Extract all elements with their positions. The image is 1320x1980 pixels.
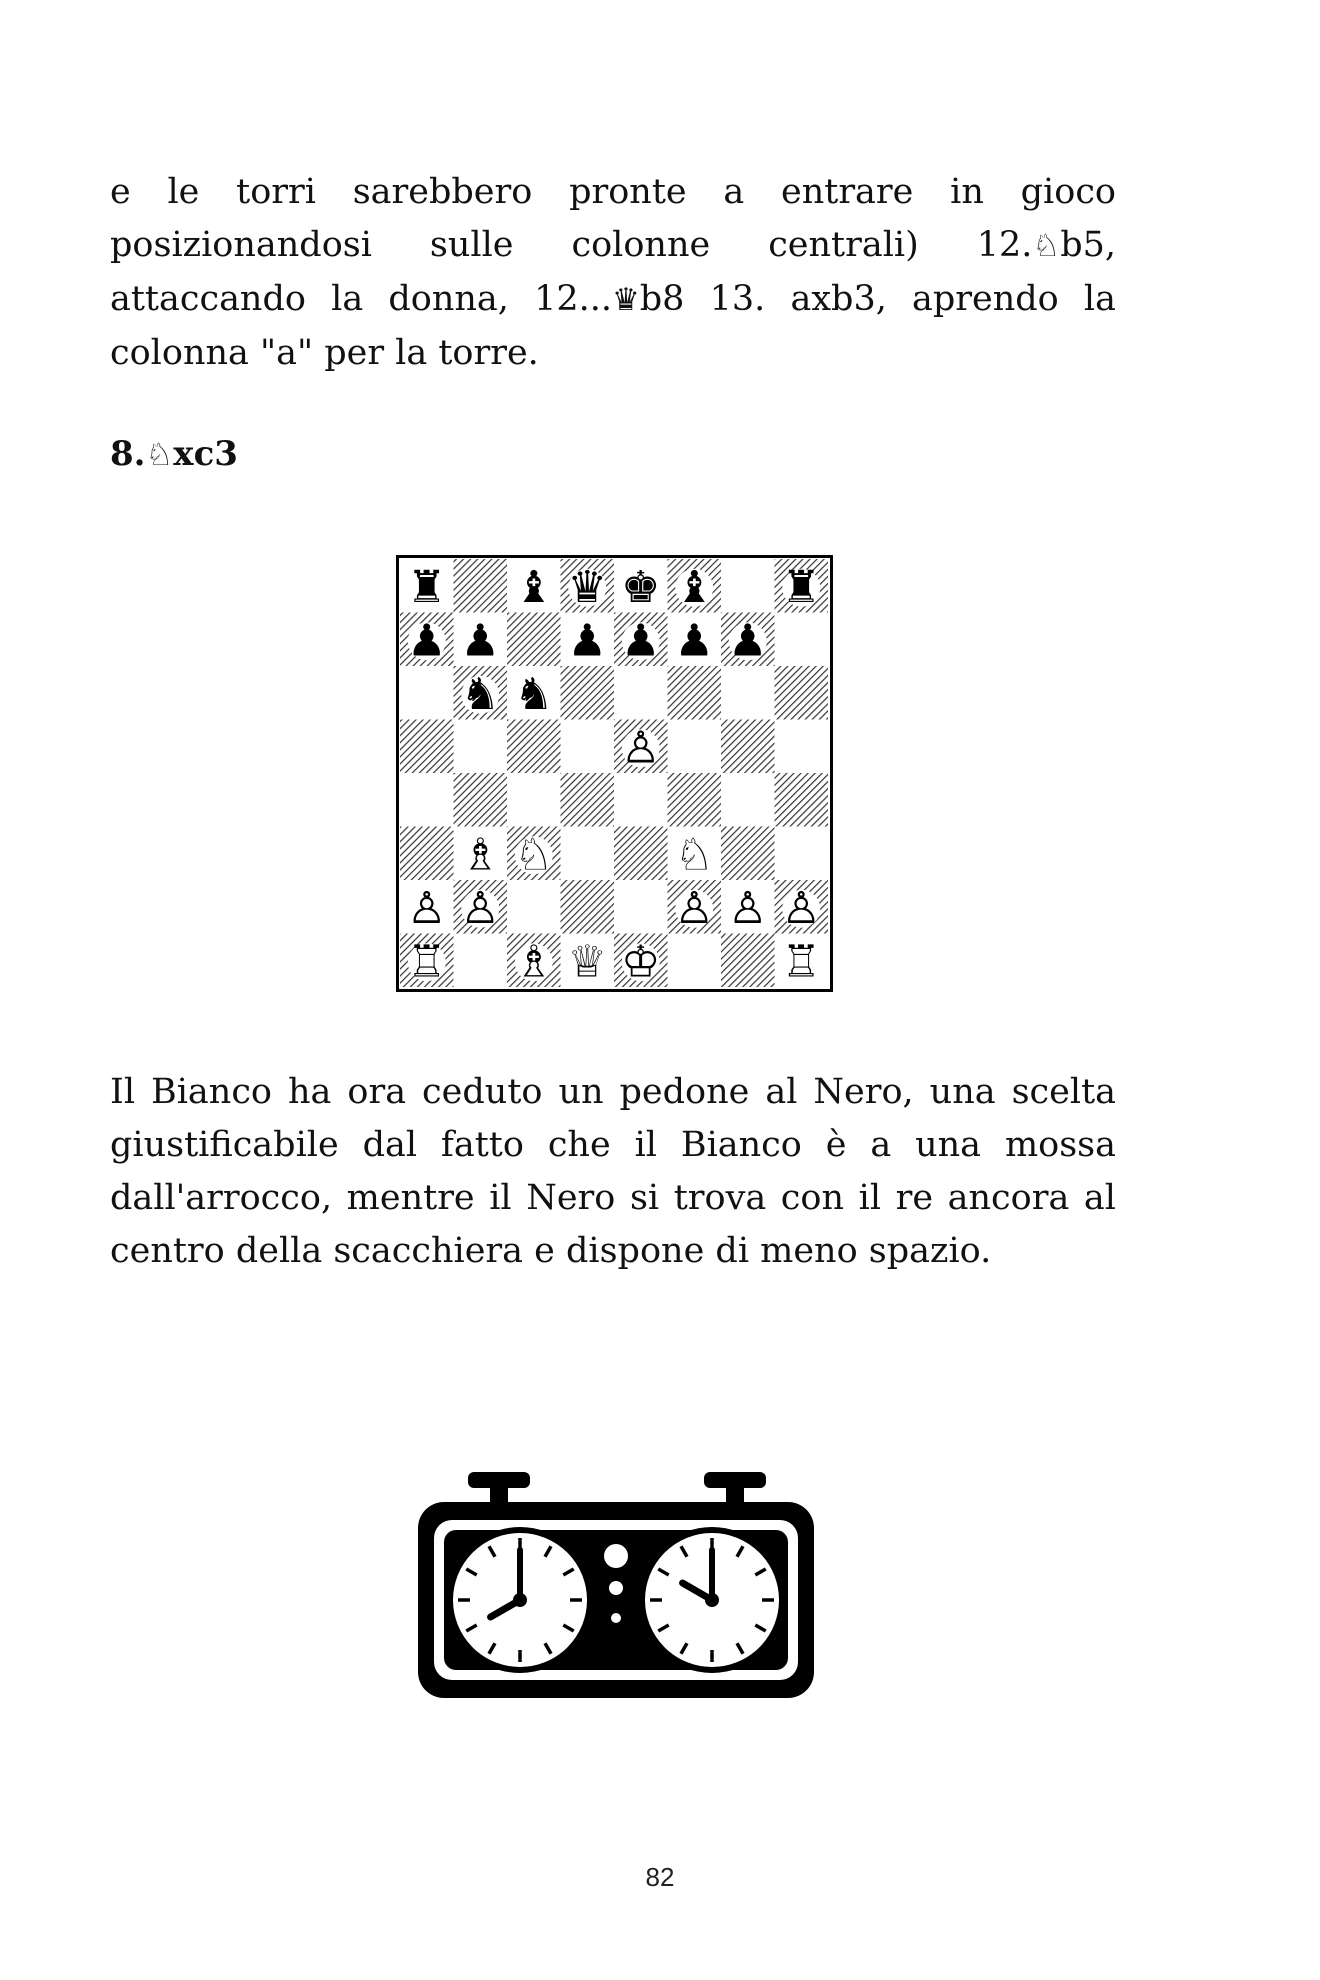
light-square (614, 666, 668, 720)
white-pawn-icon: ♙ (728, 882, 768, 934)
clock-hub (513, 1593, 527, 1607)
dark-square (561, 773, 615, 827)
black-pawn-icon: ♟ (674, 615, 714, 667)
clock-light-mid (609, 1581, 623, 1595)
queen-icon: ♛ (611, 282, 640, 318)
chess-board (396, 555, 833, 992)
light-square (775, 720, 829, 774)
white-pawn-icon: ♙ (674, 882, 714, 934)
black-king-icon: ♚ (621, 561, 661, 613)
light-square (454, 720, 508, 774)
dark-square (614, 827, 668, 881)
page-number: 82 (645, 1862, 675, 1892)
clock-button-right (704, 1472, 766, 1488)
light-square (400, 773, 454, 827)
black-bishop-icon: ♝ (674, 561, 714, 613)
dark-square (775, 666, 829, 720)
dark-square (400, 827, 454, 881)
light-square (400, 666, 454, 720)
clock-button-left (468, 1472, 530, 1488)
white-knight-icon: ♘ (514, 829, 554, 881)
white-knight-icon: ♘ (674, 829, 714, 881)
black-pawn-icon: ♟ (407, 615, 447, 667)
dark-square (775, 773, 829, 827)
dark-square (721, 720, 775, 774)
clock-dial-left (450, 1530, 590, 1670)
white-king-icon: ♔ (621, 936, 661, 988)
move-number: 8. (110, 434, 146, 474)
light-square (668, 934, 722, 988)
light-square (775, 827, 829, 881)
light-square (507, 880, 561, 934)
move-notation: xc3 (173, 434, 238, 474)
white-pawn-icon: ♙ (621, 722, 661, 774)
clock-hub (705, 1593, 719, 1607)
white-rook-icon: ♖ (781, 936, 821, 988)
light-square (721, 666, 775, 720)
knight-icon: ♘ (1032, 228, 1061, 264)
chess-clock-drawing (416, 1470, 816, 1700)
dark-square (721, 827, 775, 881)
black-bishop-icon: ♝ (514, 561, 554, 613)
black-pawn-icon: ♟ (728, 615, 768, 667)
paragraph1-part1: e le torri sarebbero pronte a entrare in gioco posizionandosi sulle colonne centrali) 12. (110, 172, 1116, 265)
white-rook-icon: ♖ (407, 936, 447, 988)
clock-button-stem-left (490, 1486, 508, 1504)
black-pawn-icon: ♟ (621, 615, 661, 667)
dark-square (668, 773, 722, 827)
dark-square (507, 613, 561, 667)
white-pawn-icon: ♙ (407, 882, 447, 934)
white-pawn-icon: ♙ (781, 882, 821, 934)
dark-square (668, 666, 722, 720)
white-queen-icon: ♕ (567, 936, 607, 988)
black-queen-icon: ♛ (567, 561, 607, 613)
dark-square (507, 720, 561, 774)
paragraph1-part2: b5, attaccando la donna, 12... (110, 225, 1116, 319)
black-pawn-icon: ♟ (567, 615, 607, 667)
chess-clock-icon (416, 1470, 816, 1704)
black-rook-icon: ♜ (407, 561, 447, 613)
white-bishop-icon: ♗ (514, 936, 554, 988)
dark-square (454, 559, 508, 613)
chess-diagram (396, 555, 833, 992)
paragraph-commentary: Il Bianco ha ora ceduto un pedone al Nero, una scelta giustificabile dal fatto che il Bianco è a una mossa dall'arrocco, mentre il Nero si trova con il re ancora al centro della scacchiera e dispone di meno spazio. (110, 1072, 1116, 1271)
black-knight-icon: ♞ (514, 668, 554, 720)
clock-light-top (604, 1544, 628, 1568)
dark-square (721, 934, 775, 988)
light-square (775, 613, 829, 667)
white-pawn-icon: ♙ (460, 882, 500, 934)
light-square (614, 773, 668, 827)
paragraph1-part3: b8 13. axb3, aprendo la colonna "a" per la torre. (110, 279, 1116, 373)
dark-square (561, 880, 615, 934)
dark-square (400, 720, 454, 774)
black-knight-icon: ♞ (460, 668, 500, 720)
clock-dial-right (642, 1530, 782, 1670)
black-rook-icon: ♜ (781, 561, 821, 613)
dark-square (561, 666, 615, 720)
white-bishop-icon: ♗ (460, 829, 500, 881)
light-square (721, 559, 775, 613)
clock-light-bottom (611, 1613, 621, 1623)
light-square (561, 827, 615, 881)
light-square (668, 720, 722, 774)
black-pawn-icon: ♟ (460, 615, 500, 667)
paragraph-continuation (110, 166, 1116, 380)
knight-icon: ♘ (145, 437, 174, 473)
light-square (561, 720, 615, 774)
light-square (454, 934, 508, 988)
dark-square (454, 773, 508, 827)
clock-button-stem-right (726, 1486, 744, 1504)
light-square (507, 773, 561, 827)
light-square (614, 880, 668, 934)
move-heading (110, 434, 238, 474)
light-square (721, 773, 775, 827)
